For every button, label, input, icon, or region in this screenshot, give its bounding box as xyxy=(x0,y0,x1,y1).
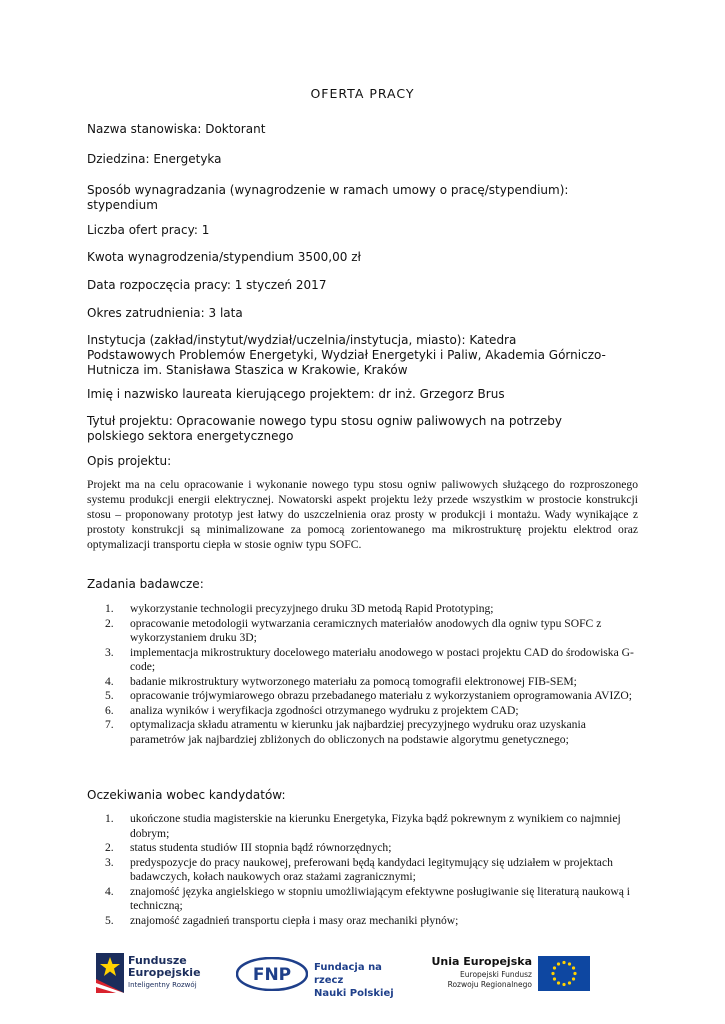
eu-star-icon xyxy=(562,983,565,986)
eu-line-1: Europejski Fundusz xyxy=(460,970,532,979)
eu-star-icon xyxy=(557,962,560,965)
eu-star-icon xyxy=(568,981,571,984)
fnp-line-1: Fundacja na rzecz xyxy=(314,962,382,986)
task-item xyxy=(87,675,637,690)
fnp-logo xyxy=(236,957,406,999)
fe-line-2: Europejskie xyxy=(128,966,201,979)
expectation-item-text: ukończone studia magisterskie na kierunku Energetyka, Fizyka bądź pokrewnym z wynikiem co najmniej dobrym; xyxy=(130,812,621,840)
task-item-number: 4. xyxy=(105,674,114,688)
expectation-item-text: znajomość zagadnień transportu ciepła i masy oraz mechaniki płynów; xyxy=(130,913,459,927)
task-item xyxy=(87,617,637,646)
task-item-number: 3. xyxy=(105,645,114,659)
task-item xyxy=(87,602,637,617)
task-item-text: implementacja mikrostruktury docelowego materiału anodowego w postaci projektu CAD do środowiska G-code; xyxy=(130,645,634,673)
fe-line-3: Inteligentny Rozwój xyxy=(128,981,197,989)
eu-star-icon xyxy=(557,981,560,984)
expectation-item-number: 5. xyxy=(105,913,114,927)
page-title: OFERTA PRACY xyxy=(310,86,415,101)
expectation-item xyxy=(87,856,637,885)
tasks-heading: Zadania badawcze: xyxy=(87,577,204,591)
expectation-item-text: znajomość języka angielskiego w stopniu umożliwiającym efektywne posługiwanie się literaturą naukową i techniczną; xyxy=(130,884,630,912)
project-title-line-2: polskiego sektora energetycznego xyxy=(87,429,294,443)
task-item-text: opracowanie trójwymiarowego obrazu przebadanego materiału z wykorzystaniem oprogramowania AVIZO; xyxy=(130,689,633,702)
pay-amount: Kwota wynagrodzenia/stypendium 3500,00 zł xyxy=(87,250,361,264)
eu-flag-icon xyxy=(538,956,590,991)
task-item-number: 5. xyxy=(105,689,114,702)
institution-line-2: Podstawowych Problemów Energetyki, Wydział Energetyki i Paliw, Akademia Górniczo- xyxy=(87,348,606,362)
field-area: Dziedzina: Energetyka xyxy=(87,152,222,166)
fe-star-icon xyxy=(96,953,124,993)
expectation-item xyxy=(87,885,637,914)
eu-star-icon xyxy=(572,966,575,969)
expectation-item xyxy=(87,841,637,856)
fe-line-1: Fundusze xyxy=(128,954,187,967)
description-heading: Opis projektu: xyxy=(87,454,172,468)
task-item xyxy=(87,689,637,704)
pay-method-line-1: Sposób wynagradzania (wynagrodzenie w ramach umowy o pracę/stypendium): xyxy=(87,183,569,197)
employment-period: Okres zatrudnienia: 3 lata xyxy=(87,306,243,320)
fundusze-europejskie-logo xyxy=(96,953,206,997)
fnp-line-2: Nauki Polskiej xyxy=(314,988,394,999)
institution-line-3: Hutnicza im. Stanisława Staszica w Krakowie, Kraków xyxy=(87,363,408,377)
funding-logos xyxy=(0,945,725,1005)
description-text: Projekt ma na celu opracowanie i wykonanie nowego typu stosu ogniw paliwowych służącego do rozproszonego systemu produkcji energii elektrycznej. Nowatorski aspekt projektu leży przede wszystkim w prostocie konstrukcji stosu – proponowany prototyp jest łatwy do uszczelnienia oraz prosty w produkcji i montażu. Wady wynikające z prostoty konstrukcji są minimalizowane za pomocą zorientowanego ma mikrostrukturę projektu elektrod oraz optymalizacji transportu ciepła w stosie ogniw typu SOFC. xyxy=(87,478,638,551)
eu-star-icon xyxy=(562,961,565,964)
task-item-text: optymalizacja składu atramentu w kierunku jak najbardziej precyzyjnego wydruku oraz uzyskania parametrów jak najbardziej zbliżonych do obliczonych na podstawie algorytmu genetycznego; xyxy=(130,718,586,746)
task-item-number: 2. xyxy=(105,616,114,630)
task-item-text: wykorzystanie technologii precyzyjnego druku 3D metodą Rapid Prototyping; xyxy=(130,602,494,615)
offers-count: Liczba ofert pracy: 1 xyxy=(87,223,210,237)
expectation-item-text: status studenta studiów III stopnia bądź równorzędnych; xyxy=(130,841,392,854)
expectations-heading: Oczekiwania wobec kandydatów: xyxy=(87,788,286,802)
task-item-text: analiza wyników i weryfikacja zgodności otrzymanego wydruku z projektem CAD; xyxy=(130,703,519,717)
task-item-text: badanie mikrostruktury wytworzonego materiału za pomocą tomografii elektronowej FIB-SEM; xyxy=(130,674,577,688)
pay-method-line-2: stypendium xyxy=(87,198,158,212)
tasks-list xyxy=(87,602,637,747)
eu-star-icon xyxy=(553,977,556,980)
expectation-item xyxy=(87,812,637,841)
expectation-item xyxy=(87,914,637,929)
expectation-item-number: 3. xyxy=(105,855,114,869)
fnp-badge-icon xyxy=(236,957,308,991)
task-item xyxy=(87,646,637,675)
expectation-item-text: predyspozycje do pracy naukowej, preferowani będą kandydaci legitymujący się udziałem w projektach badawczych, kołach naukowych oraz stażami zagranicznymi; xyxy=(130,855,613,883)
task-item-number: 6. xyxy=(105,703,114,717)
expectations-list xyxy=(87,812,637,928)
eu-logo xyxy=(430,955,590,995)
expectation-item-number: 4. xyxy=(105,884,114,898)
project-title-line-1: Tytuł projektu: Opracowanie nowego typu stosu ogniw paliwowych na potrzeby xyxy=(87,414,562,428)
position-field: Nazwa stanowiska: Doktorant xyxy=(87,122,266,136)
start-date: Data rozpoczęcia pracy: 1 styczeń 2017 xyxy=(87,278,327,292)
project-leader: Imię i nazwisko laureata kierującego projektem: dr inż. Grzegorz Brus xyxy=(87,387,505,401)
eu-star-icon xyxy=(573,972,576,975)
task-item-text: opracowanie metodologii wytwarzania ceramicznych materiałów anodowych dla ogniw typu SOFC z wykorzystaniem druku 3D; xyxy=(130,616,602,644)
eu-line-2: Rozwoju Regionalnego xyxy=(447,980,532,989)
institution-line-1: Instytucja (zakład/instytut/wydział/uczelnia/instytucja, miasto): Katedra xyxy=(87,333,517,347)
eu-star-icon xyxy=(568,962,571,965)
eu-star-icon xyxy=(551,972,554,975)
eu-title: Unia Europejska xyxy=(431,955,532,968)
eu-star-icon xyxy=(553,966,556,969)
expectation-item-number: 2. xyxy=(105,841,114,854)
task-item-number: 1. xyxy=(105,602,114,615)
task-item-number: 7. xyxy=(105,718,114,731)
expectation-item-number: 1. xyxy=(105,812,114,825)
fnp-badge-text: FNP xyxy=(252,965,292,985)
task-item xyxy=(87,704,637,719)
task-item xyxy=(87,718,637,747)
eu-star-icon xyxy=(572,977,575,980)
